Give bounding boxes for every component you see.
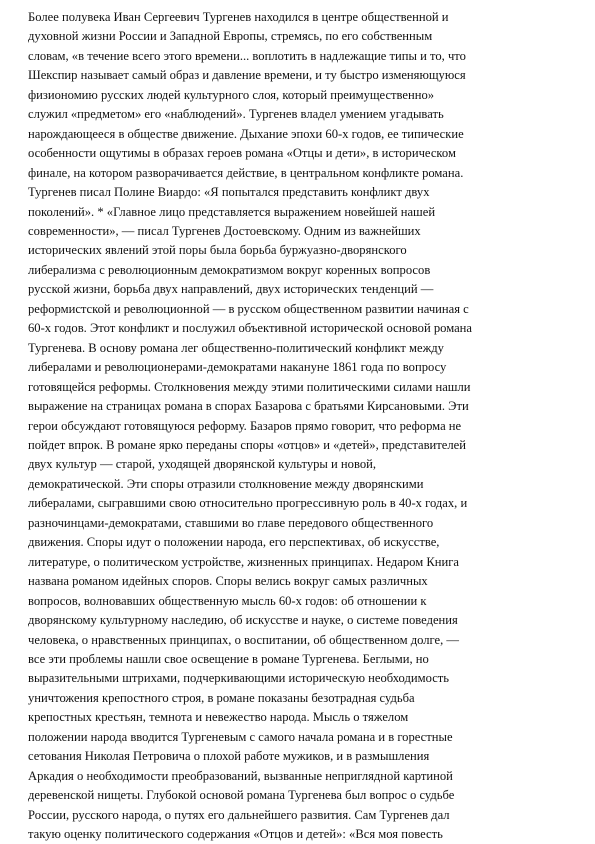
text-line: русской жизни, борьба двух направлений, двух исторических тенденций — xyxy=(28,282,434,297)
text-line: особенности ощутимы в образах героев романа «Отцы и дети», в историческом xyxy=(28,146,456,161)
text-line: дворянскому культурному наследию, об искусстве и науке, о системе поведения xyxy=(28,613,458,628)
text-line: либерализма с революционным демократизмом вокруг коренных вопросов xyxy=(28,262,431,277)
text-line: человека, о нравственных принципах, о воспитании, об общественном долге, — xyxy=(28,632,460,647)
text-line: Тургенева. В основу романа лег общественно-политический конфликт между xyxy=(28,340,444,355)
text-line: пойдет впрок. В романе ярко переданы споры «отцов» и «детей», представителей xyxy=(28,437,466,452)
text-line: герои обсуждают готовящуюся реформу. Базаров прямо говорит, что реформа не xyxy=(28,418,462,433)
body-text xyxy=(28,8,574,844)
text-line: деревенской нищеты. Глубокой основой романа Тургенева был вопрос о судьбе xyxy=(28,788,455,803)
text-line: 60-х годов. Этот конфликт и послужил объективной исторической основой романа xyxy=(28,321,472,336)
text-line: современности», — писал Тургенев Достоевскому. Одним из важнейших xyxy=(28,223,421,238)
text-line: словам, «в течение всего этого времени... воплотить в надлежащие типы и то, что xyxy=(28,48,466,63)
text-line: реформистской и революционной — в русском общественном развитии начиная с xyxy=(28,301,469,316)
text-line: движения. Споры идут о положении народа, его перспективах, об искусстве, xyxy=(28,535,440,550)
text-line: либералами и революционерами-демократами накануне 1861 года по вопросу xyxy=(28,360,447,375)
text-line: вопросов, волновавших общественную мысль 60-х годов: об отношении к xyxy=(28,593,427,608)
text-line: сетования Николая Петровича о плохой работе мужиков, и в размышления xyxy=(28,749,430,764)
text-line: либералами, сыгравшими свою относительно прогрессивную роль в 40-х годах, и xyxy=(28,496,468,511)
text-line: литературе, о политическом устройстве, жизненных принципах. Недаром Книга xyxy=(28,554,459,569)
text-line: готовящейся реформы. Столкновения между этими политическими силами нашли xyxy=(28,379,471,394)
text-line: демократической. Эти споры отразили столкновение между дворянскими xyxy=(28,476,424,491)
text-line: уничтожения крепостного строя, в романе показаны безотрадная судьба xyxy=(28,690,415,705)
text-line: поколений». * «Главное лицо представляется выражением новейшей нашей xyxy=(28,204,436,219)
text-line: двух культур — старой, уходящей дворянской культуры и новой, xyxy=(28,457,376,472)
text-line: духовной жизни России и Западной Европы, стремясь, по его собственным xyxy=(28,29,433,44)
text-line: крепостных крестьян, темнота и невежество народа. Мысль о тяжелом xyxy=(28,710,409,725)
text-line: исторических явлений этой поры была борьба буржуазно-дворянского xyxy=(28,243,407,258)
text-line: физиономию русских людей культурного слоя, который преимущественно» xyxy=(28,87,435,102)
text-line: Аркадия о необходимости преобразований, вызванные неприглядной картиной xyxy=(28,768,453,783)
text-line: выразительными штрихами, подчеркивающими историческую необходимость xyxy=(28,671,450,686)
text-line: нарождающееся в обществе движение. Дыхание эпохи 60-х годов, ее типические xyxy=(28,126,464,141)
text-line: все эти проблемы нашли свое освещение в романе Тургенева. Беглыми, но xyxy=(28,651,429,666)
text-line: такую оценку политического содержания «Отцов и детей»: «Вся моя повесть xyxy=(28,827,443,842)
text-line: финале, на котором разворачивается действие, в центральном конфликте романа. xyxy=(28,165,464,180)
text-line: служил «предметом» его «наблюдений». Тургенев владел умением угадывать xyxy=(28,107,444,122)
text-line: названа романом идейных споров. Споры велись вокруг самых различных xyxy=(28,574,428,589)
text-line: Шекспир называет самый образ и давление времени, и ту быстро изменяющуюся xyxy=(28,68,466,83)
text-line: разночинцами-демократами, ставшими во главе передового общественного xyxy=(28,515,434,530)
text-line: положении народа вводится Тургеневым с самого начала романа и в горестные xyxy=(28,729,453,744)
text-line: Более полувека Иван Сергеевич Тургенев находился в центре общественной и xyxy=(28,10,449,24)
text-line: Тургенев писал Полине Виардо: «Я попытался представить конфликт двух xyxy=(28,185,430,200)
text-line: России, русского народа, о путях его дальнейшего развития. Сам Тургенев дал xyxy=(28,807,450,822)
text-line: выражение на страницах романа в спорах Базарова с братьями Кирсановыми. Эти xyxy=(28,399,469,414)
